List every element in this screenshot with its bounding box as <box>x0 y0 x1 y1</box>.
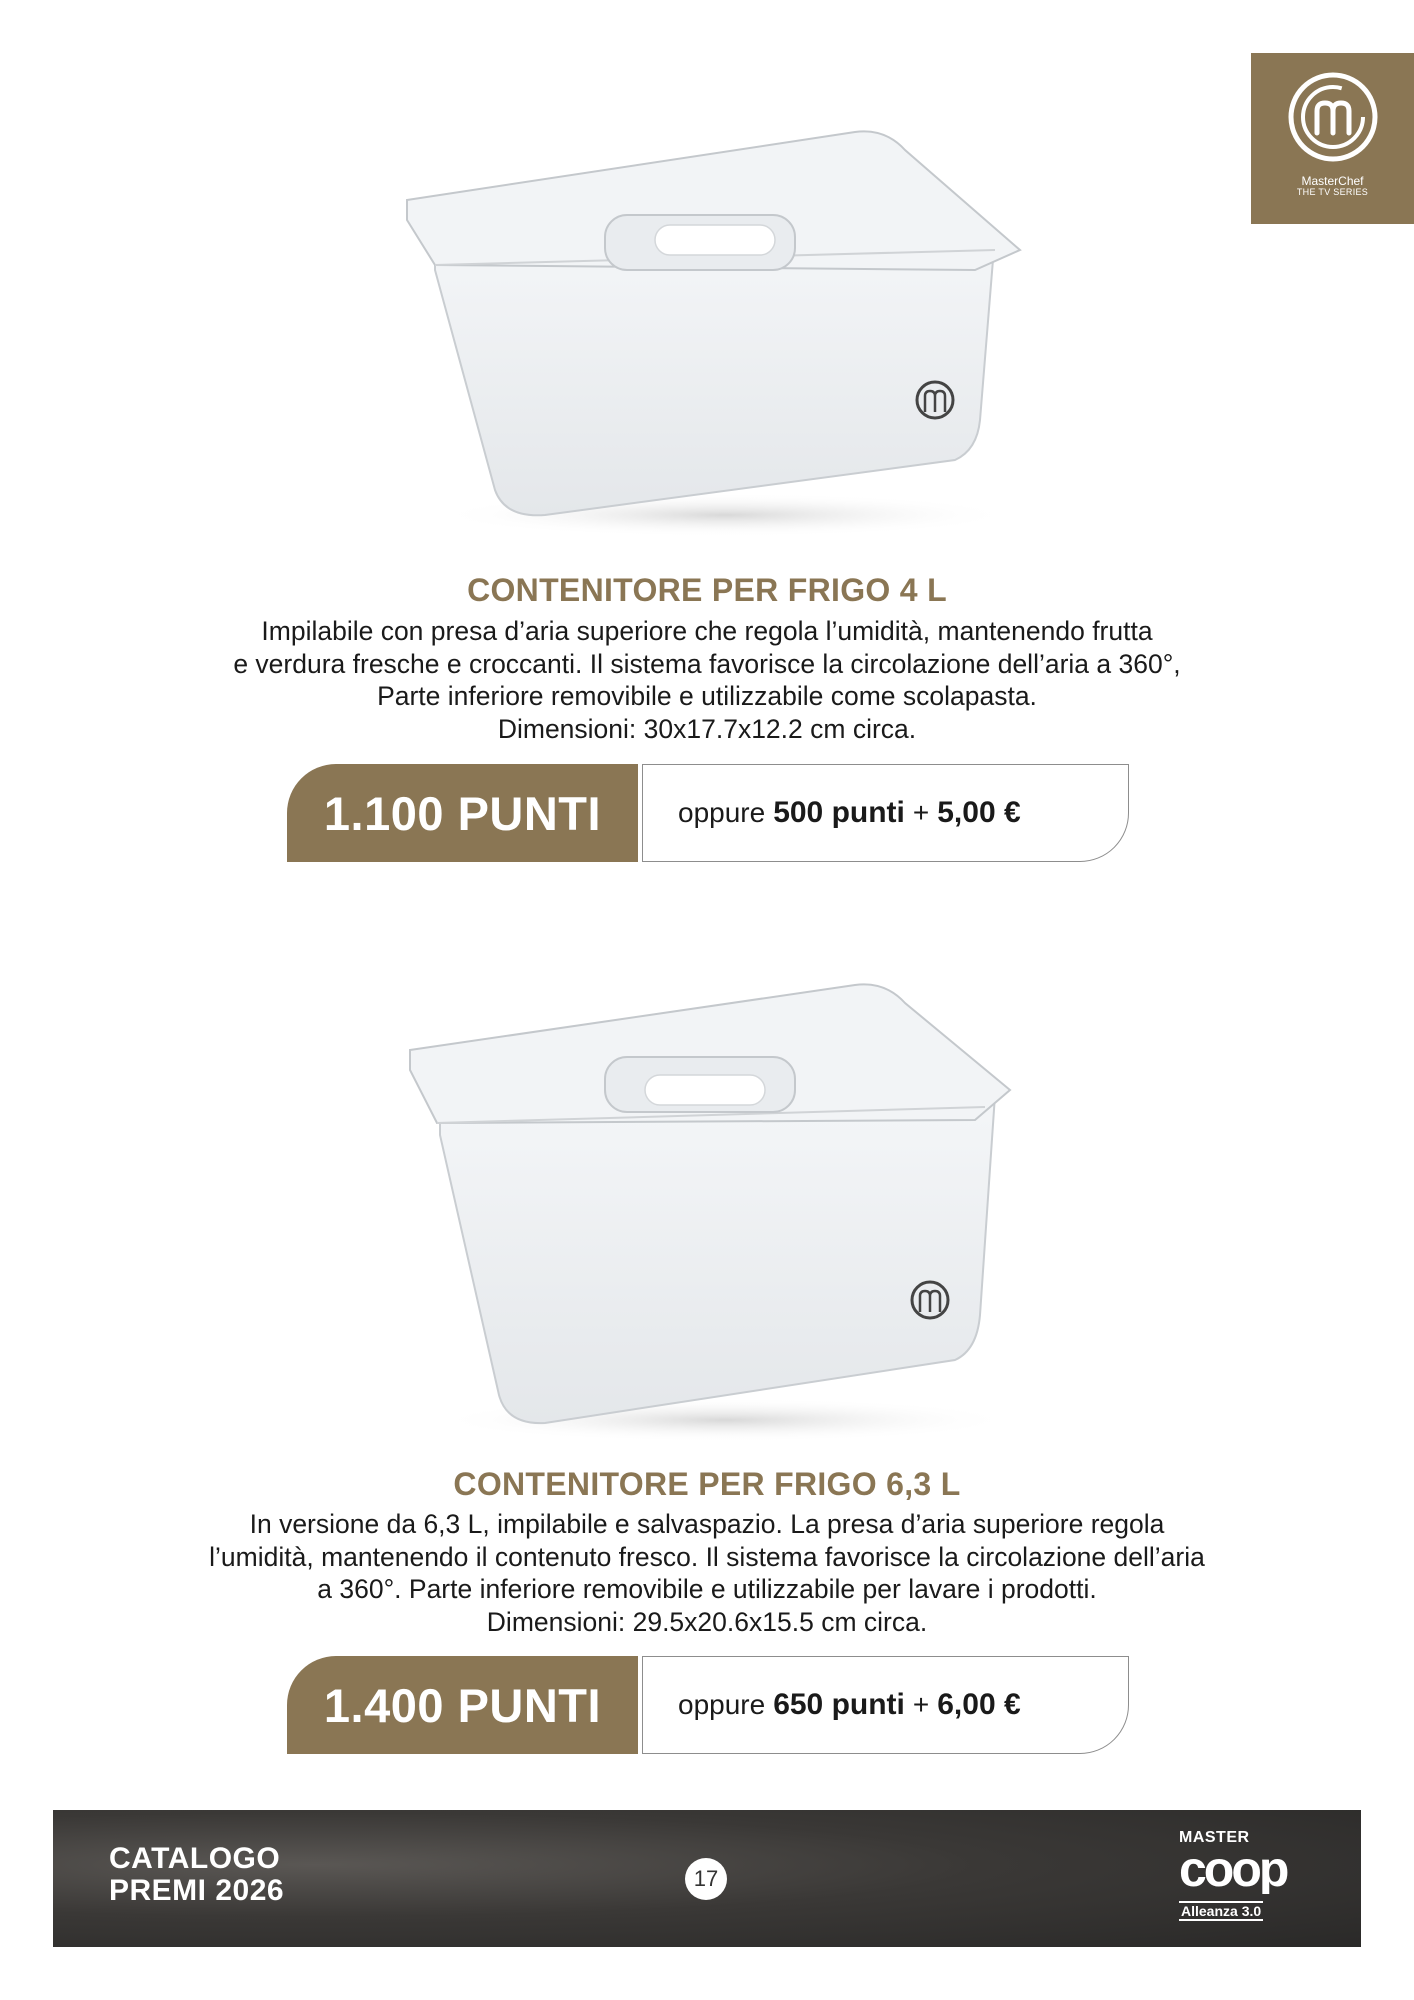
page-number: 17 <box>685 1858 727 1900</box>
masterchef-logo-icon <box>1287 71 1379 163</box>
catalog-title <box>109 1843 284 1907</box>
alternative-price <box>642 1656 1129 1754</box>
points-price: 1.100 PUNTI <box>287 764 638 862</box>
coop-master-label: MASTER <box>1179 1829 1250 1846</box>
description-line: In versione da 6,3 L, impilabile e salvaspazio. La presa d’aria superiore regola <box>249 1509 1165 1539</box>
coop-logo <box>1179 1830 1309 1930</box>
masterchef-name: MasterChef <box>1301 174 1364 188</box>
alt-euro-price: 6,00 € <box>937 1688 1021 1721</box>
description-line: l’umidità, mantenendo il contenuto fresco. Il sistema favorisce la circolazione dell’aria <box>209 1541 1205 1572</box>
fridge-container-6-3l-image <box>395 975 1035 1445</box>
points-price: 1.400 PUNTI <box>287 1656 638 1754</box>
footer-bar <box>53 1810 1361 1947</box>
alternative-price <box>642 764 1129 862</box>
description-line: Dimensioni: 29.5x20.6x15.5 cm circa. <box>486 1606 928 1637</box>
price-row <box>287 764 1129 862</box>
description-line: a 360°. Parte inferiore removibile e utilizzabile per lavare i prodotti. <box>317 1574 1097 1604</box>
product-description <box>100 615 1314 745</box>
product-title: CONTENITORE PER FRIGO 6,3 L <box>453 1466 961 1502</box>
alt-plus: + <box>912 1689 930 1720</box>
masterchef-badge <box>1251 53 1414 224</box>
product-description <box>100 1508 1314 1638</box>
product-title: CONTENITORE PER FRIGO 4 L <box>467 572 947 608</box>
svg-text:coop: coop <box>1179 1846 1287 1894</box>
alt-prefix: oppure <box>678 1689 766 1720</box>
alt-points: 500 punti <box>773 796 905 829</box>
catalog-line-2: PREMI 2026 <box>109 1874 285 1907</box>
alt-plus: + <box>912 797 930 828</box>
alt-prefix: oppure <box>678 797 766 828</box>
coop-wordmark-icon <box>1179 1846 1307 1894</box>
catalog-line-1: CATALOGO <box>109 1842 281 1875</box>
masterchef-subtitle: THE TV SERIES <box>1296 187 1369 197</box>
description-line: Dimensioni: 30x17.7x12.2 cm circa. <box>497 713 917 744</box>
description-line: Parte inferiore removibile e utilizzabile come scolapasta. <box>377 681 1037 711</box>
fridge-container-4l-image <box>395 120 1035 540</box>
alt-euro-price: 5,00 € <box>937 796 1021 829</box>
description-line: e verdura fresche e croccanti. Il sistema favorisce la circolazione dell’aria a 360°, <box>233 648 1181 679</box>
description-line: Impilabile con presa d’aria superiore che regola l’umidità, mantenendo frutta <box>261 616 1153 646</box>
coop-alleanza-label: Alleanza 3.0 <box>1181 1903 1262 1919</box>
alt-points: 650 punti <box>773 1688 905 1721</box>
price-row <box>287 1656 1129 1754</box>
